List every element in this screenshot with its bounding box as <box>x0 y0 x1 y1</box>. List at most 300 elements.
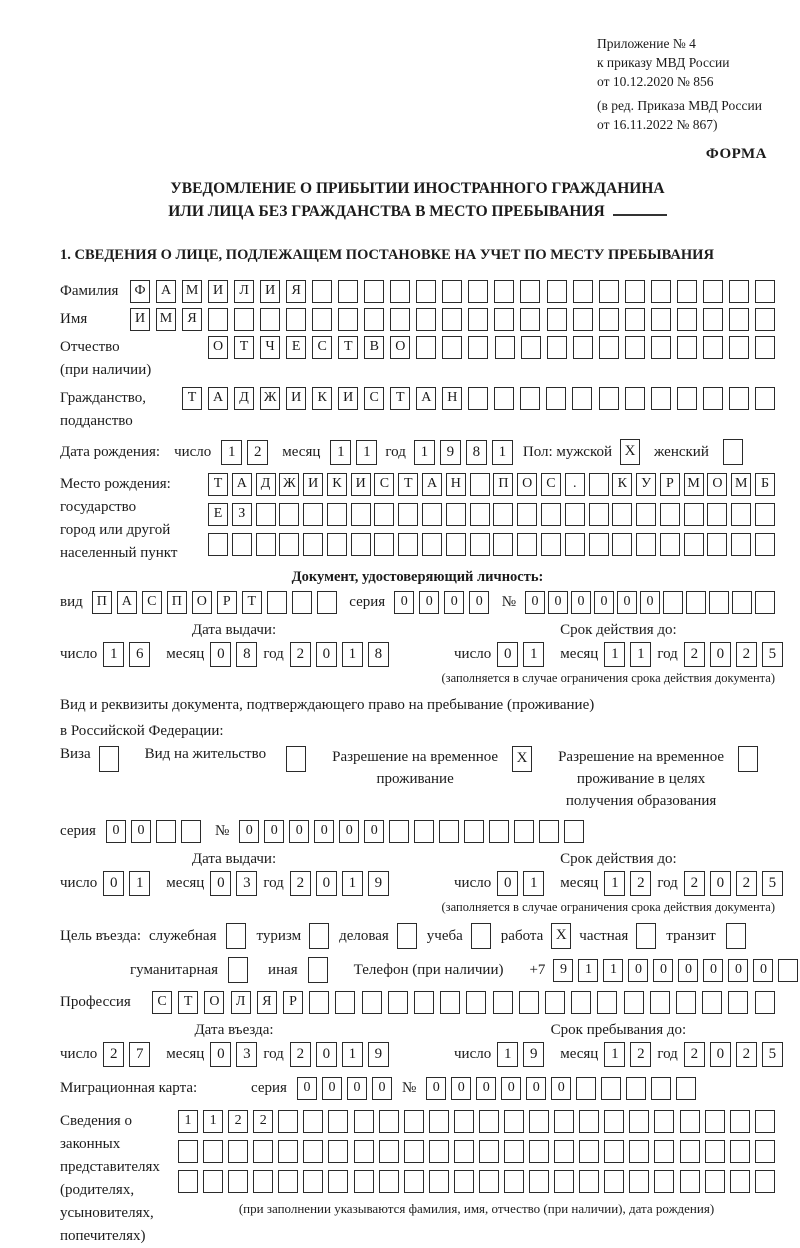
birthplace-cell[interactable]: Д <box>256 473 276 496</box>
doc-type-cell[interactable]: П <box>167 591 187 614</box>
phone-cell[interactable] <box>778 959 798 982</box>
citizenship-cell[interactable] <box>651 387 671 410</box>
birthplace-cell[interactable] <box>327 503 347 526</box>
doc-type-cell[interactable]: А <box>117 591 137 614</box>
stay-day-cell[interactable]: 9 <box>523 1042 544 1067</box>
representative-cell[interactable] <box>454 1140 474 1163</box>
migration-number-cell[interactable]: 0 <box>426 1077 446 1100</box>
birthplace-cell[interactable] <box>303 503 323 526</box>
birthplace-cell[interactable]: О <box>707 473 727 496</box>
residence-series-cell[interactable]: 0 <box>131 820 151 843</box>
phone-cell[interactable]: 9 <box>553 959 573 982</box>
temp-residence-edu-cell[interactable] <box>738 746 758 772</box>
representative-cell[interactable] <box>680 1170 700 1193</box>
migration-series-cell[interactable]: 0 <box>347 1077 367 1100</box>
representative-cell[interactable] <box>755 1140 775 1163</box>
surname-cell[interactable] <box>703 280 723 303</box>
patronymic-cell[interactable] <box>703 336 723 359</box>
representative-cell[interactable] <box>178 1170 198 1193</box>
birthplace-cell[interactable] <box>684 533 704 556</box>
patronymic-cell[interactable]: Е <box>286 336 306 359</box>
birthplace-cell[interactable] <box>612 503 632 526</box>
citizenship-cell[interactable] <box>572 387 592 410</box>
stay-year-cell[interactable]: 2 <box>736 1042 757 1067</box>
representative-cell[interactable] <box>680 1110 700 1133</box>
entry-month-cell[interactable]: 3 <box>236 1042 257 1067</box>
stay-year-cell[interactable]: 2 <box>684 1042 705 1067</box>
birthplace-cell[interactable] <box>636 533 656 556</box>
birthplace-cell[interactable] <box>422 503 442 526</box>
sex-female-cell[interactable] <box>723 439 743 465</box>
doc-number-cell[interactable] <box>686 591 706 614</box>
patronymic-cell[interactable] <box>651 336 671 359</box>
purpose-work-cell[interactable]: X <box>551 923 571 949</box>
doc-number-cell[interactable]: 0 <box>594 591 614 614</box>
representative-cell[interactable] <box>504 1170 524 1193</box>
representative-cell[interactable] <box>529 1170 549 1193</box>
birthplace-cell[interactable] <box>541 533 561 556</box>
purpose-study-cell[interactable] <box>471 923 491 949</box>
birthplace-cell[interactable]: К <box>327 473 347 496</box>
patronymic-cell[interactable]: Т <box>338 336 358 359</box>
doc-type-cell[interactable]: Р <box>217 591 237 614</box>
issue-day-cell[interactable]: 1 <box>103 642 124 667</box>
birthplace-cell[interactable] <box>279 533 299 556</box>
birth-day-cell[interactable]: 1 <box>221 440 242 465</box>
doc-number-cell[interactable] <box>732 591 752 614</box>
temp-residence-cell[interactable]: X <box>512 746 532 772</box>
firstname-cell[interactable] <box>442 308 462 331</box>
representative-cell[interactable] <box>629 1170 649 1193</box>
entry-year-cell[interactable]: 1 <box>342 1042 363 1067</box>
patronymic-cell[interactable] <box>599 336 619 359</box>
birthplace-cell[interactable] <box>684 503 704 526</box>
entry-year-cell[interactable]: 2 <box>290 1042 311 1067</box>
representative-cell[interactable] <box>579 1110 599 1133</box>
citizenship-cell[interactable] <box>468 387 488 410</box>
representative-cell[interactable] <box>303 1140 323 1163</box>
birthplace-cell[interactable] <box>470 503 490 526</box>
patronymic-cell[interactable]: Т <box>234 336 254 359</box>
birthplace-cell[interactable]: М <box>684 473 704 496</box>
residence-issue-year-cell[interactable]: 1 <box>342 871 363 896</box>
stay-month-cell[interactable]: 2 <box>630 1042 651 1067</box>
representative-cell[interactable] <box>228 1170 248 1193</box>
citizenship-cell[interactable] <box>677 387 697 410</box>
representative-cell[interactable] <box>454 1170 474 1193</box>
representative-cell[interactable] <box>730 1140 750 1163</box>
firstname-cell[interactable] <box>234 308 254 331</box>
representative-cell[interactable]: 2 <box>228 1110 248 1133</box>
residence-number-cell[interactable]: 0 <box>314 820 334 843</box>
representative-cell[interactable] <box>328 1110 348 1133</box>
firstname-cell[interactable] <box>390 308 410 331</box>
patronymic-cell[interactable] <box>677 336 697 359</box>
residence-number-cell[interactable] <box>389 820 409 843</box>
phone-cell[interactable]: 0 <box>753 959 773 982</box>
representative-cell[interactable] <box>629 1140 649 1163</box>
issue-day-cell[interactable]: 6 <box>129 642 150 667</box>
migration-number-cell[interactable]: 0 <box>476 1077 496 1100</box>
doc-type-cell[interactable] <box>292 591 312 614</box>
birthplace-cell[interactable]: А <box>422 473 442 496</box>
birth-year-cell[interactable]: 9 <box>440 440 461 465</box>
representative-cell[interactable]: 1 <box>203 1110 223 1133</box>
issue-year-cell[interactable]: 8 <box>368 642 389 667</box>
migration-number-cell[interactable] <box>601 1077 621 1100</box>
birthplace-cell[interactable] <box>755 533 775 556</box>
profession-cell[interactable]: Я <box>257 991 277 1014</box>
citizenship-cell[interactable]: Т <box>182 387 202 410</box>
stay-year-cell[interactable]: 0 <box>710 1042 731 1067</box>
patronymic-cell[interactable]: В <box>364 336 384 359</box>
birthplace-cell[interactable] <box>565 533 585 556</box>
birthplace-cell[interactable] <box>589 533 609 556</box>
representative-cell[interactable] <box>604 1110 624 1133</box>
residence-number-cell[interactable]: 0 <box>364 820 384 843</box>
citizenship-cell[interactable] <box>729 387 749 410</box>
representative-cell[interactable] <box>354 1140 374 1163</box>
migration-number-cell[interactable] <box>676 1077 696 1100</box>
birthplace-cell[interactable] <box>303 533 323 556</box>
entry-year-cell[interactable]: 9 <box>368 1042 389 1067</box>
representative-cell[interactable] <box>579 1140 599 1163</box>
residence-permit-cell[interactable] <box>286 746 306 772</box>
citizenship-cell[interactable]: А <box>416 387 436 410</box>
residence-expiry-day-cell[interactable]: 1 <box>523 871 544 896</box>
birthplace-cell[interactable]: И <box>303 473 323 496</box>
representative-cell[interactable] <box>705 1110 725 1133</box>
surname-cell[interactable] <box>494 280 514 303</box>
firstname-cell[interactable] <box>547 308 567 331</box>
birthplace-cell[interactable]: Ж <box>279 473 299 496</box>
residence-issue-day-cell[interactable]: 0 <box>103 871 124 896</box>
residence-number-cell[interactable] <box>439 820 459 843</box>
profession-cell[interactable] <box>597 991 617 1014</box>
patronymic-cell[interactable] <box>729 336 749 359</box>
profession-cell[interactable]: О <box>204 991 224 1014</box>
representative-cell[interactable] <box>479 1140 499 1163</box>
birthplace-cell[interactable] <box>374 533 394 556</box>
profession-cell[interactable]: Л <box>231 991 251 1014</box>
representative-cell[interactable] <box>278 1170 298 1193</box>
residence-issue-year-cell[interactable]: 0 <box>316 871 337 896</box>
profession-cell[interactable] <box>309 991 329 1014</box>
residence-expiry-month-cell[interactable]: 1 <box>604 871 625 896</box>
residence-number-cell[interactable] <box>514 820 534 843</box>
doc-type-cell[interactable]: О <box>192 591 212 614</box>
surname-cell[interactable] <box>599 280 619 303</box>
representative-cell[interactable] <box>429 1140 449 1163</box>
birthplace-cell[interactable]: Н <box>446 473 466 496</box>
birthplace-cell[interactable] <box>707 533 727 556</box>
representative-cell[interactable] <box>479 1110 499 1133</box>
profession-cell[interactable] <box>545 991 565 1014</box>
representative-cell[interactable] <box>354 1170 374 1193</box>
profession-cell[interactable] <box>388 991 408 1014</box>
doc-number-cell[interactable]: 0 <box>548 591 568 614</box>
birth-month-cell[interactable]: 1 <box>330 440 351 465</box>
birthplace-cell[interactable] <box>541 503 561 526</box>
profession-cell[interactable]: Т <box>178 991 198 1014</box>
birthplace-cell[interactable] <box>755 503 775 526</box>
patronymic-cell[interactable] <box>442 336 462 359</box>
patronymic-cell[interactable] <box>495 336 515 359</box>
birthplace-cell[interactable] <box>589 473 609 496</box>
purpose-tourism-cell[interactable] <box>309 923 329 949</box>
migration-number-cell[interactable] <box>576 1077 596 1100</box>
phone-cell[interactable]: 0 <box>703 959 723 982</box>
representative-cell[interactable] <box>278 1110 298 1133</box>
birthplace-cell[interactable]: З <box>232 503 252 526</box>
patronymic-cell[interactable]: О <box>390 336 410 359</box>
profession-cell[interactable] <box>571 991 591 1014</box>
firstname-cell[interactable] <box>312 308 332 331</box>
migration-number-cell[interactable] <box>626 1077 646 1100</box>
doc-number-cell[interactable] <box>755 591 775 614</box>
purpose-humanitarian-cell[interactable] <box>228 957 248 983</box>
entry-day-cell[interactable]: 7 <box>129 1042 150 1067</box>
birth-month-cell[interactable]: 1 <box>356 440 377 465</box>
doc-type-cell[interactable]: Т <box>242 591 262 614</box>
residence-number-cell[interactable] <box>464 820 484 843</box>
citizenship-cell[interactable]: И <box>338 387 358 410</box>
birthplace-cell[interactable] <box>398 533 418 556</box>
migration-number-cell[interactable]: 0 <box>551 1077 571 1100</box>
patronymic-cell[interactable] <box>625 336 645 359</box>
doc-type-cell[interactable] <box>267 591 287 614</box>
birthplace-cell[interactable] <box>398 503 418 526</box>
entry-year-cell[interactable]: 0 <box>316 1042 337 1067</box>
citizenship-cell[interactable] <box>546 387 566 410</box>
representative-cell[interactable]: 2 <box>253 1110 273 1133</box>
firstname-cell[interactable] <box>338 308 358 331</box>
visa-cell[interactable] <box>99 746 119 772</box>
surname-cell[interactable] <box>547 280 567 303</box>
expiry-month-cell[interactable]: 1 <box>630 642 651 667</box>
residence-expiry-month-cell[interactable]: 2 <box>630 871 651 896</box>
birthplace-cell[interactable] <box>517 503 537 526</box>
representative-cell[interactable] <box>705 1170 725 1193</box>
representative-cell[interactable] <box>755 1110 775 1133</box>
doc-series-cell[interactable]: 0 <box>444 591 464 614</box>
representative-cell[interactable] <box>253 1140 273 1163</box>
representative-cell[interactable] <box>654 1140 674 1163</box>
patronymic-cell[interactable] <box>755 336 775 359</box>
representative-cell[interactable] <box>554 1110 574 1133</box>
birthplace-cell[interactable] <box>279 503 299 526</box>
purpose-other-cell[interactable] <box>308 957 328 983</box>
birth-year-cell[interactable]: 8 <box>466 440 487 465</box>
surname-cell[interactable]: Я <box>286 280 306 303</box>
citizenship-cell[interactable]: Ж <box>260 387 280 410</box>
residence-expiry-year-cell[interactable]: 5 <box>762 871 783 896</box>
firstname-cell[interactable] <box>703 308 723 331</box>
patronymic-cell[interactable]: С <box>312 336 332 359</box>
birthplace-cell[interactable] <box>374 503 394 526</box>
residence-expiry-year-cell[interactable]: 0 <box>710 871 731 896</box>
birthplace-cell[interactable] <box>422 533 442 556</box>
profession-cell[interactable] <box>362 991 382 1014</box>
representative-cell[interactable] <box>379 1110 399 1133</box>
firstname-cell[interactable] <box>651 308 671 331</box>
birthplace-cell[interactable] <box>731 533 751 556</box>
representative-cell[interactable] <box>654 1170 674 1193</box>
residence-expiry-year-cell[interactable]: 2 <box>684 871 705 896</box>
firstname-cell[interactable] <box>599 308 619 331</box>
expiry-year-cell[interactable]: 2 <box>736 642 757 667</box>
profession-cell[interactable] <box>676 991 696 1014</box>
phone-cell[interactable]: 0 <box>628 959 648 982</box>
firstname-cell[interactable] <box>468 308 488 331</box>
citizenship-cell[interactable]: С <box>364 387 384 410</box>
firstname-cell[interactable] <box>364 308 384 331</box>
purpose-official-cell[interactable] <box>226 923 246 949</box>
surname-cell[interactable]: Л <box>234 280 254 303</box>
expiry-year-cell[interactable]: 2 <box>684 642 705 667</box>
birthplace-cell[interactable]: Р <box>660 473 680 496</box>
birthplace-cell[interactable]: С <box>374 473 394 496</box>
phone-cell[interactable]: 1 <box>603 959 623 982</box>
doc-number-cell[interactable]: 0 <box>571 591 591 614</box>
surname-cell[interactable] <box>729 280 749 303</box>
profession-cell[interactable]: С <box>152 991 172 1014</box>
residence-number-cell[interactable] <box>414 820 434 843</box>
representative-cell[interactable] <box>479 1170 499 1193</box>
representative-cell[interactable] <box>504 1110 524 1133</box>
residence-issue-year-cell[interactable]: 2 <box>290 871 311 896</box>
profession-cell[interactable] <box>650 991 670 1014</box>
representative-cell[interactable] <box>253 1170 273 1193</box>
surname-cell[interactable] <box>390 280 410 303</box>
profession-cell[interactable] <box>519 991 539 1014</box>
patronymic-cell[interactable] <box>521 336 541 359</box>
patronymic-cell[interactable]: Ч <box>260 336 280 359</box>
birthplace-cell[interactable]: . <box>565 473 585 496</box>
birthplace-cell[interactable] <box>232 533 252 556</box>
firstname-cell[interactable] <box>520 308 540 331</box>
migration-series-cell[interactable]: 0 <box>297 1077 317 1100</box>
representative-cell[interactable] <box>429 1170 449 1193</box>
phone-cell[interactable]: 0 <box>728 959 748 982</box>
purpose-private-cell[interactable] <box>636 923 656 949</box>
profession-cell[interactable] <box>414 991 434 1014</box>
representative-cell[interactable] <box>755 1170 775 1193</box>
birthplace-cell[interactable] <box>256 503 276 526</box>
representative-cell[interactable] <box>228 1140 248 1163</box>
entry-day-cell[interactable]: 2 <box>103 1042 124 1067</box>
birthplace-cell[interactable]: Т <box>398 473 418 496</box>
residence-number-cell[interactable]: 0 <box>264 820 284 843</box>
representative-cell[interactable] <box>654 1110 674 1133</box>
migration-number-cell[interactable]: 0 <box>451 1077 471 1100</box>
firstname-cell[interactable]: М <box>156 308 176 331</box>
doc-type-cell[interactable]: С <box>142 591 162 614</box>
representative-cell[interactable] <box>328 1140 348 1163</box>
doc-number-cell[interactable]: 0 <box>617 591 637 614</box>
representative-cell[interactable] <box>379 1140 399 1163</box>
profession-cell[interactable] <box>335 991 355 1014</box>
representative-cell[interactable] <box>328 1170 348 1193</box>
representative-cell[interactable] <box>730 1170 750 1193</box>
birth-year-cell[interactable]: 1 <box>414 440 435 465</box>
representative-cell[interactable] <box>454 1110 474 1133</box>
surname-cell[interactable] <box>338 280 358 303</box>
patronymic-cell[interactable] <box>547 336 567 359</box>
expiry-year-cell[interactable]: 0 <box>710 642 731 667</box>
purpose-transit-cell[interactable] <box>726 923 746 949</box>
birthplace-cell[interactable]: М <box>731 473 751 496</box>
migration-series-cell[interactable]: 0 <box>322 1077 342 1100</box>
birthplace-cell[interactable] <box>493 503 513 526</box>
citizenship-cell[interactable] <box>755 387 775 410</box>
representative-cell[interactable] <box>629 1110 649 1133</box>
surname-cell[interactable]: А <box>156 280 176 303</box>
firstname-cell[interactable] <box>677 308 697 331</box>
entry-month-cell[interactable]: 0 <box>210 1042 231 1067</box>
stay-month-cell[interactable]: 1 <box>604 1042 625 1067</box>
patronymic-cell[interactable] <box>416 336 436 359</box>
birthplace-cell[interactable] <box>351 533 371 556</box>
birthplace-cell[interactable] <box>660 503 680 526</box>
birthplace-cell[interactable] <box>660 533 680 556</box>
purpose-business-cell[interactable] <box>397 923 417 949</box>
residence-series-cell[interactable] <box>156 820 176 843</box>
birthplace-cell[interactable]: Б <box>755 473 775 496</box>
residence-expiry-day-cell[interactable]: 0 <box>497 871 518 896</box>
profession-cell[interactable]: Р <box>283 991 303 1014</box>
firstname-cell[interactable] <box>729 308 749 331</box>
residence-issue-month-cell[interactable]: 3 <box>236 871 257 896</box>
firstname-cell[interactable] <box>573 308 593 331</box>
citizenship-cell[interactable] <box>625 387 645 410</box>
expiry-day-cell[interactable]: 1 <box>523 642 544 667</box>
residence-issue-month-cell[interactable]: 0 <box>210 871 231 896</box>
migration-number-cell[interactable]: 0 <box>501 1077 521 1100</box>
doc-type-cell[interactable] <box>317 591 337 614</box>
doc-number-cell[interactable]: 0 <box>525 591 545 614</box>
residence-series-cell[interactable]: 0 <box>106 820 126 843</box>
representative-cell[interactable] <box>203 1140 223 1163</box>
profession-cell[interactable] <box>624 991 644 1014</box>
profession-cell[interactable] <box>755 991 775 1014</box>
birthplace-cell[interactable]: А <box>232 473 252 496</box>
surname-cell[interactable]: И <box>260 280 280 303</box>
doc-series-cell[interactable]: 0 <box>394 591 414 614</box>
profession-cell[interactable] <box>440 991 460 1014</box>
residence-number-cell[interactable]: 0 <box>339 820 359 843</box>
stay-year-cell[interactable]: 5 <box>762 1042 783 1067</box>
residence-number-cell[interactable] <box>564 820 584 843</box>
surname-cell[interactable]: М <box>182 280 202 303</box>
phone-cell[interactable]: 0 <box>653 959 673 982</box>
patronymic-cell[interactable] <box>573 336 593 359</box>
birthplace-cell[interactable] <box>327 533 347 556</box>
citizenship-cell[interactable]: Д <box>234 387 254 410</box>
expiry-year-cell[interactable]: 5 <box>762 642 783 667</box>
representative-cell[interactable] <box>504 1140 524 1163</box>
issue-year-cell[interactable]: 0 <box>316 642 337 667</box>
surname-cell[interactable] <box>520 280 540 303</box>
citizenship-cell[interactable]: А <box>208 387 228 410</box>
birthplace-cell[interactable] <box>731 503 751 526</box>
citizenship-cell[interactable]: К <box>312 387 332 410</box>
birthplace-cell[interactable]: О <box>517 473 537 496</box>
birthplace-cell[interactable]: Е <box>208 503 228 526</box>
profession-cell[interactable] <box>728 991 748 1014</box>
citizenship-cell[interactable] <box>520 387 540 410</box>
expiry-day-cell[interactable]: 0 <box>497 642 518 667</box>
